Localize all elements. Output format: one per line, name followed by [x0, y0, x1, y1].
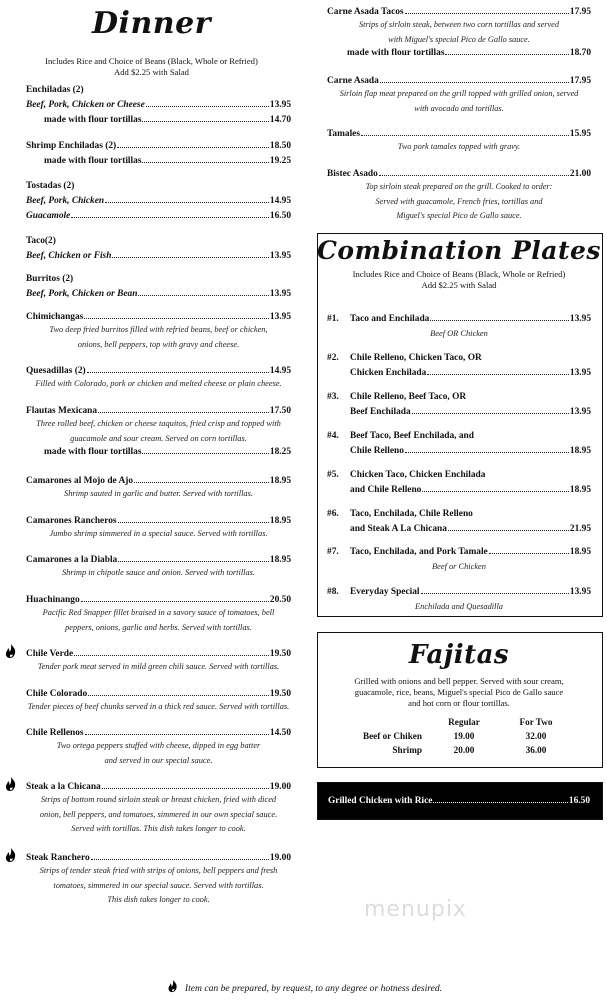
item-name-row [26, 84, 291, 96]
menu-item [26, 688, 291, 715]
item-label: Beef, Pork, Chicken or Bean [26, 289, 138, 299]
item-name-row [26, 475, 291, 487]
fajitas-title: Fajitas [408, 640, 510, 670]
combo-line [327, 585, 591, 600]
fajitas-desc [317, 676, 601, 709]
combo-label: Chicken Enchilada [350, 368, 427, 378]
combo-price: 13.95 [569, 368, 591, 378]
item-label: made with flour tortillas [347, 48, 445, 58]
fajitas-row-regular: 19.00 [453, 731, 475, 741]
fajitas-row [336, 743, 572, 757]
item-price: 14.70 [269, 115, 291, 125]
combo-item [327, 351, 591, 381]
item-description [327, 180, 591, 224]
description-line: Tender pieces of beef chunks served in a thick red sauce. Served with tortillas. [27, 702, 290, 711]
combo-price: 21.95 [569, 524, 591, 534]
item-price: 19.00 [269, 853, 291, 863]
item-label: Camarones a la Diabla [26, 555, 118, 565]
combo-item [327, 429, 591, 459]
item-description [26, 527, 291, 542]
description-line: tomatoes, simmered in our special sauce. Served with tortillas. [53, 880, 264, 890]
fajitas-desc-line: Grilled with onions and bell pepper. Served with sour cream, [354, 676, 564, 686]
item-label: made with flour tortillas [44, 115, 142, 125]
description-line: Strips of bottom round sirloin steak or breast chicken, fried with diced [40, 795, 277, 804]
item-label: Tamales [327, 129, 360, 139]
combo-item [327, 507, 591, 537]
grilled-chicken-row [328, 795, 590, 807]
combo-number: #5. [327, 470, 339, 480]
combo-description: Enchilada and Quesadilla [415, 602, 503, 611]
fajitas-header-row [336, 715, 572, 729]
grilled-chicken-price: 16.50 [568, 796, 590, 806]
item-name-row [26, 180, 291, 192]
fajitas-desc-line: and hot corn or flour tortillas. [408, 698, 510, 708]
item-name-row [26, 365, 291, 377]
menu-item [26, 140, 291, 170]
item-name-row [26, 688, 291, 700]
fajitas-row-label: Shrimp [392, 745, 422, 755]
description-line: Served with tortillas. This dish takes longer to cook. [71, 824, 246, 833]
item-name-row [26, 594, 291, 606]
menu-item [26, 594, 291, 635]
menu-item [26, 180, 291, 225]
menu-item [26, 84, 291, 129]
item-description [26, 377, 291, 392]
item-price: 19.25 [269, 156, 291, 166]
item-price: 14.50 [269, 728, 291, 738]
grilled-chicken-label: Grilled Chicken with Rice [328, 796, 433, 806]
item-option-row [44, 155, 291, 167]
item-label: Shrimp Enchiladas (2) [26, 141, 117, 151]
fajitas-desc-line: guacamole, rice, beans, Miguel's special Pico de Gallo sauce [354, 687, 564, 697]
item-name-row [327, 128, 591, 140]
combo-label: Beef Taco, Beef Enchilada, and [350, 431, 474, 441]
item-price: 20.50 [269, 595, 291, 605]
combo-label: and Chile Relleno [350, 485, 422, 495]
combo-line [327, 405, 591, 420]
combo-number: #8. [327, 587, 339, 597]
dinner-note [0, 56, 303, 78]
menupix-watermark: menupix [364, 897, 467, 922]
item-name-row [327, 168, 591, 180]
item-label: Bistec Asado [327, 169, 378, 179]
description-line: Strips of sirloin steak, between two corn tortillas and served [358, 20, 560, 29]
item-label: Chile Colorado [26, 689, 88, 699]
menu-item [26, 852, 291, 908]
combo-item [327, 312, 591, 340]
item-option-row [26, 99, 291, 111]
combo-price: 13.95 [569, 314, 591, 324]
dinner-note-line1: Includes Rice and Choice of Beans (Black, Whole or Refried) [45, 56, 258, 66]
combo-number: #1. [327, 314, 339, 324]
item-price: 21.00 [569, 169, 591, 179]
description-line: Two pork tamales topped with gravy. [397, 142, 521, 151]
item-option-row [26, 210, 291, 222]
item-label: Guacamole [26, 211, 71, 221]
item-name-row [26, 852, 291, 864]
description-line: and served in our special sauce. [104, 755, 213, 765]
menu-item [26, 515, 291, 542]
combo-item [327, 468, 591, 498]
combo-number: #3. [327, 392, 339, 402]
item-label: Flautas Mexicana [26, 406, 98, 416]
item-name-row [26, 515, 291, 527]
fajitas-row [336, 729, 572, 743]
item-label: Camarones al Mojo de Ajo [26, 476, 134, 486]
description-line: This dish takes longer to cook. [107, 895, 210, 904]
item-label: Beef, Chicken or Fish [26, 251, 112, 261]
item-label: Steak a la Chicana [26, 782, 101, 792]
menu-item [327, 75, 591, 116]
item-description [327, 140, 591, 155]
combo-line [327, 390, 591, 405]
dinner-title: Dinner [92, 6, 211, 41]
menu-item [327, 6, 591, 59]
menu-item [26, 273, 291, 303]
item-description [26, 487, 291, 502]
combination-note-line2: Add $2.25 with Salad [421, 280, 497, 290]
menu-item [26, 727, 291, 768]
menu-item [26, 475, 291, 502]
item-name-row [26, 235, 291, 247]
item-name-row [327, 6, 591, 18]
item-label: Beef, Pork, Chicken [26, 196, 105, 206]
combo-number: #6. [327, 509, 339, 519]
item-label: Carne Asada Tacos [327, 7, 404, 17]
item-label: Chimichangas [26, 312, 84, 322]
fajitas-row-two: 36.00 [525, 745, 547, 755]
combo-number: #7. [327, 547, 339, 557]
footer-text: Item can be prepared, by request, to any degree or hotness desired. [184, 983, 443, 994]
combo-price: 18.95 [569, 446, 591, 456]
combo-line [327, 545, 591, 560]
combo-line [327, 522, 591, 537]
menu-item [26, 554, 291, 581]
item-name-row [26, 648, 291, 660]
item-label: Beef, Pork, Chicken or Cheese [26, 100, 145, 110]
item-price: 13.95 [269, 251, 291, 261]
combo-number: #4. [327, 431, 339, 441]
combo-label: Taco, Enchilada, Chile Relleno [350, 509, 473, 519]
combo-item [327, 545, 591, 573]
item-name-row [26, 727, 291, 739]
grilled-chicken-box [317, 782, 603, 820]
description-line: peppers, onions, garlic and herbs. Served with tortillas. [65, 622, 252, 632]
combo-item [327, 585, 591, 613]
item-label: Chile Rellenos [26, 728, 84, 738]
item-name-row [26, 554, 291, 566]
item-price: 14.95 [269, 196, 291, 206]
fajitas-price-table [336, 715, 572, 757]
combination-title: Combination Plates [317, 236, 601, 265]
item-price: 13.95 [269, 289, 291, 299]
combo-description: Beef or Chicken [432, 562, 486, 571]
flame-icon [3, 643, 19, 659]
description-line: Tender pork meat served in mild green chili sauce. Served with tortillas. [37, 662, 280, 671]
menu-item [26, 781, 291, 837]
item-price: 13.95 [269, 312, 291, 322]
combo-item [327, 390, 591, 420]
description-line: Served with guacamole, French fries, tortillas and [375, 196, 543, 206]
combination-note-line1: Includes Rice and Choice of Beans (Black, Whole or Refried) [352, 269, 566, 279]
description-line: Two deep fried burritos filled with refried beans, beef or chicken, [49, 325, 268, 334]
combo-line [327, 351, 591, 366]
item-name-row [26, 781, 291, 793]
fajitas-row-label: Beef or Chiken [362, 731, 422, 741]
item-label: Chile Verde [26, 649, 74, 659]
combo-line [327, 312, 591, 327]
combo-description: Beef OR Chicken [430, 329, 488, 338]
item-description [26, 864, 291, 908]
description-line: with avocado and tortillas. [414, 103, 504, 113]
item-label: Quesadillas (2) [26, 366, 86, 376]
fajitas-row-regular: 20.00 [453, 745, 475, 755]
item-price: 18.95 [269, 516, 291, 526]
menu-item [26, 648, 291, 675]
item-description [26, 417, 291, 446]
combo-label: and Steak A La Chicana [350, 524, 447, 534]
item-option-row [26, 195, 291, 207]
item-price: 17.95 [569, 76, 591, 86]
combo-price: 13.95 [569, 587, 591, 597]
item-description [26, 739, 291, 768]
item-label: Taco(2) [26, 236, 56, 246]
fajitas-row-two: 32.00 [525, 731, 547, 741]
description-line: Strips of tender steak fried with strips of onions, bell peppers and fresh [39, 866, 278, 875]
item-label: Camarones Rancheros [26, 516, 117, 526]
item-price: 13.95 [269, 100, 291, 110]
combo-line [327, 483, 591, 498]
description-line: Filled with Colorado, pork or chicken and melted cheese or plain cheese. [35, 379, 282, 388]
description-line: Pacific Red Snapper fillet braised in a savory sauce of tomatoes, bell [42, 608, 275, 617]
combo-line [327, 444, 591, 459]
menu-item [26, 235, 291, 265]
item-label: Burritos (2) [26, 274, 74, 284]
item-label: Enchiladas (2) [26, 85, 84, 95]
item-label: made with flour tortillas [44, 156, 142, 166]
flame-icon [165, 979, 181, 993]
menu-item [327, 128, 591, 155]
combo-label: Chile Relleno, Beef Taco, OR [350, 392, 467, 402]
menu-item [26, 365, 291, 392]
description-line: Shrimp sauted in garlic and butter. Served with tortillas. [64, 489, 253, 498]
item-price: 18.25 [269, 447, 291, 457]
description-line: guacamole and sour cream. Served on corn tortillas. [70, 433, 247, 443]
item-price: 14.95 [269, 366, 291, 376]
item-description [26, 566, 291, 581]
combination-note [317, 269, 601, 291]
item-option-row [26, 288, 291, 300]
flame-icon [3, 847, 19, 863]
combo-label: Beef Enchilada [350, 407, 411, 417]
item-price: 19.50 [269, 649, 291, 659]
combo-label: Taco and Enchilada [350, 314, 430, 324]
item-price: 18.95 [269, 476, 291, 486]
combo-label: Taco, Enchilada, and Pork Tamale [350, 547, 488, 557]
item-name-row [327, 75, 591, 87]
description-line: Shrimp in chipotle sauce and onion. Served with tortillas. [61, 568, 256, 577]
item-label: made with flour tortillas [44, 447, 142, 457]
item-description [26, 606, 291, 635]
combo-line [327, 366, 591, 381]
description-line: Jumbo shrimp simmered in a special sauce. Served with tortillas. [49, 529, 268, 538]
combo-price: 18.95 [569, 485, 591, 495]
description-line: with Miguel's special Pico de Gallo sauce. [388, 34, 530, 44]
description-line: onions, bell peppers, top with gravy and cheese. [77, 339, 240, 349]
combo-number: #2. [327, 353, 339, 363]
combo-label: Chile Relleno [350, 446, 404, 456]
description-line: Miguel's special Pico de Gallo sauce. [396, 211, 522, 220]
description-line: Two ortega peppers stuffed with cheese, dipped in egg batter [56, 741, 261, 750]
menu-item [26, 311, 291, 352]
item-price: 18.50 [269, 141, 291, 151]
combo-label: Everyday Special [350, 587, 420, 597]
combo-line [327, 507, 591, 522]
item-description [26, 660, 291, 675]
item-option-row [347, 47, 591, 59]
item-label: Tostadas (2) [26, 181, 75, 191]
item-price: 15.95 [569, 129, 591, 139]
menu-item [26, 405, 291, 458]
item-price: 16.50 [269, 211, 291, 221]
item-price: 19.50 [269, 689, 291, 699]
item-option-row [26, 250, 291, 262]
item-label: Carne Asada [327, 76, 379, 86]
description-line: onion, bell peppers, and tomatoes, simmered in our own special sauce. [39, 809, 278, 819]
combo-line [327, 468, 591, 483]
description-line: Sirloin flap meat prepared on the grill topped with grilled onion, served [339, 89, 579, 98]
item-name-row [26, 405, 291, 417]
item-name-row [26, 311, 291, 323]
item-description [26, 700, 291, 715]
description-line: Three rolled beef, chicken or cheese taquitos, fried crisp and topped with [36, 419, 281, 428]
fajitas-col-for-two: For Two [519, 717, 553, 727]
item-description [327, 18, 591, 47]
combo-price: 18.95 [569, 547, 591, 557]
flame-icon [3, 776, 19, 792]
item-description [26, 793, 291, 837]
description-line: Top sirloin steak prepared on the grill. Cooked to order: [365, 182, 553, 191]
fajitas-col-regular: Regular [448, 717, 480, 727]
combo-price: 13.95 [569, 407, 591, 417]
item-description [26, 323, 291, 352]
footer-note [0, 979, 607, 994]
item-price: 17.50 [269, 406, 291, 416]
item-description [327, 87, 591, 116]
item-price: 18.95 [269, 555, 291, 565]
combo-line [327, 429, 591, 444]
item-option-row [44, 446, 291, 458]
item-price: 17.95 [569, 7, 591, 17]
item-price: 19.00 [269, 782, 291, 792]
combo-label: Chile Relleno, Chicken Taco, OR [350, 353, 482, 363]
item-name-row [26, 273, 291, 285]
item-option-row [44, 114, 291, 126]
dinner-note-line2: Add $2.25 with Salad [114, 67, 189, 77]
item-label: Huachinango [26, 595, 80, 605]
combo-label: Chicken Taco, Chicken Enchilada [350, 470, 486, 480]
item-price: 18.70 [569, 48, 591, 58]
item-label: Steak Ranchero [26, 853, 90, 863]
item-name-row [26, 140, 291, 152]
menu-item [327, 168, 591, 224]
